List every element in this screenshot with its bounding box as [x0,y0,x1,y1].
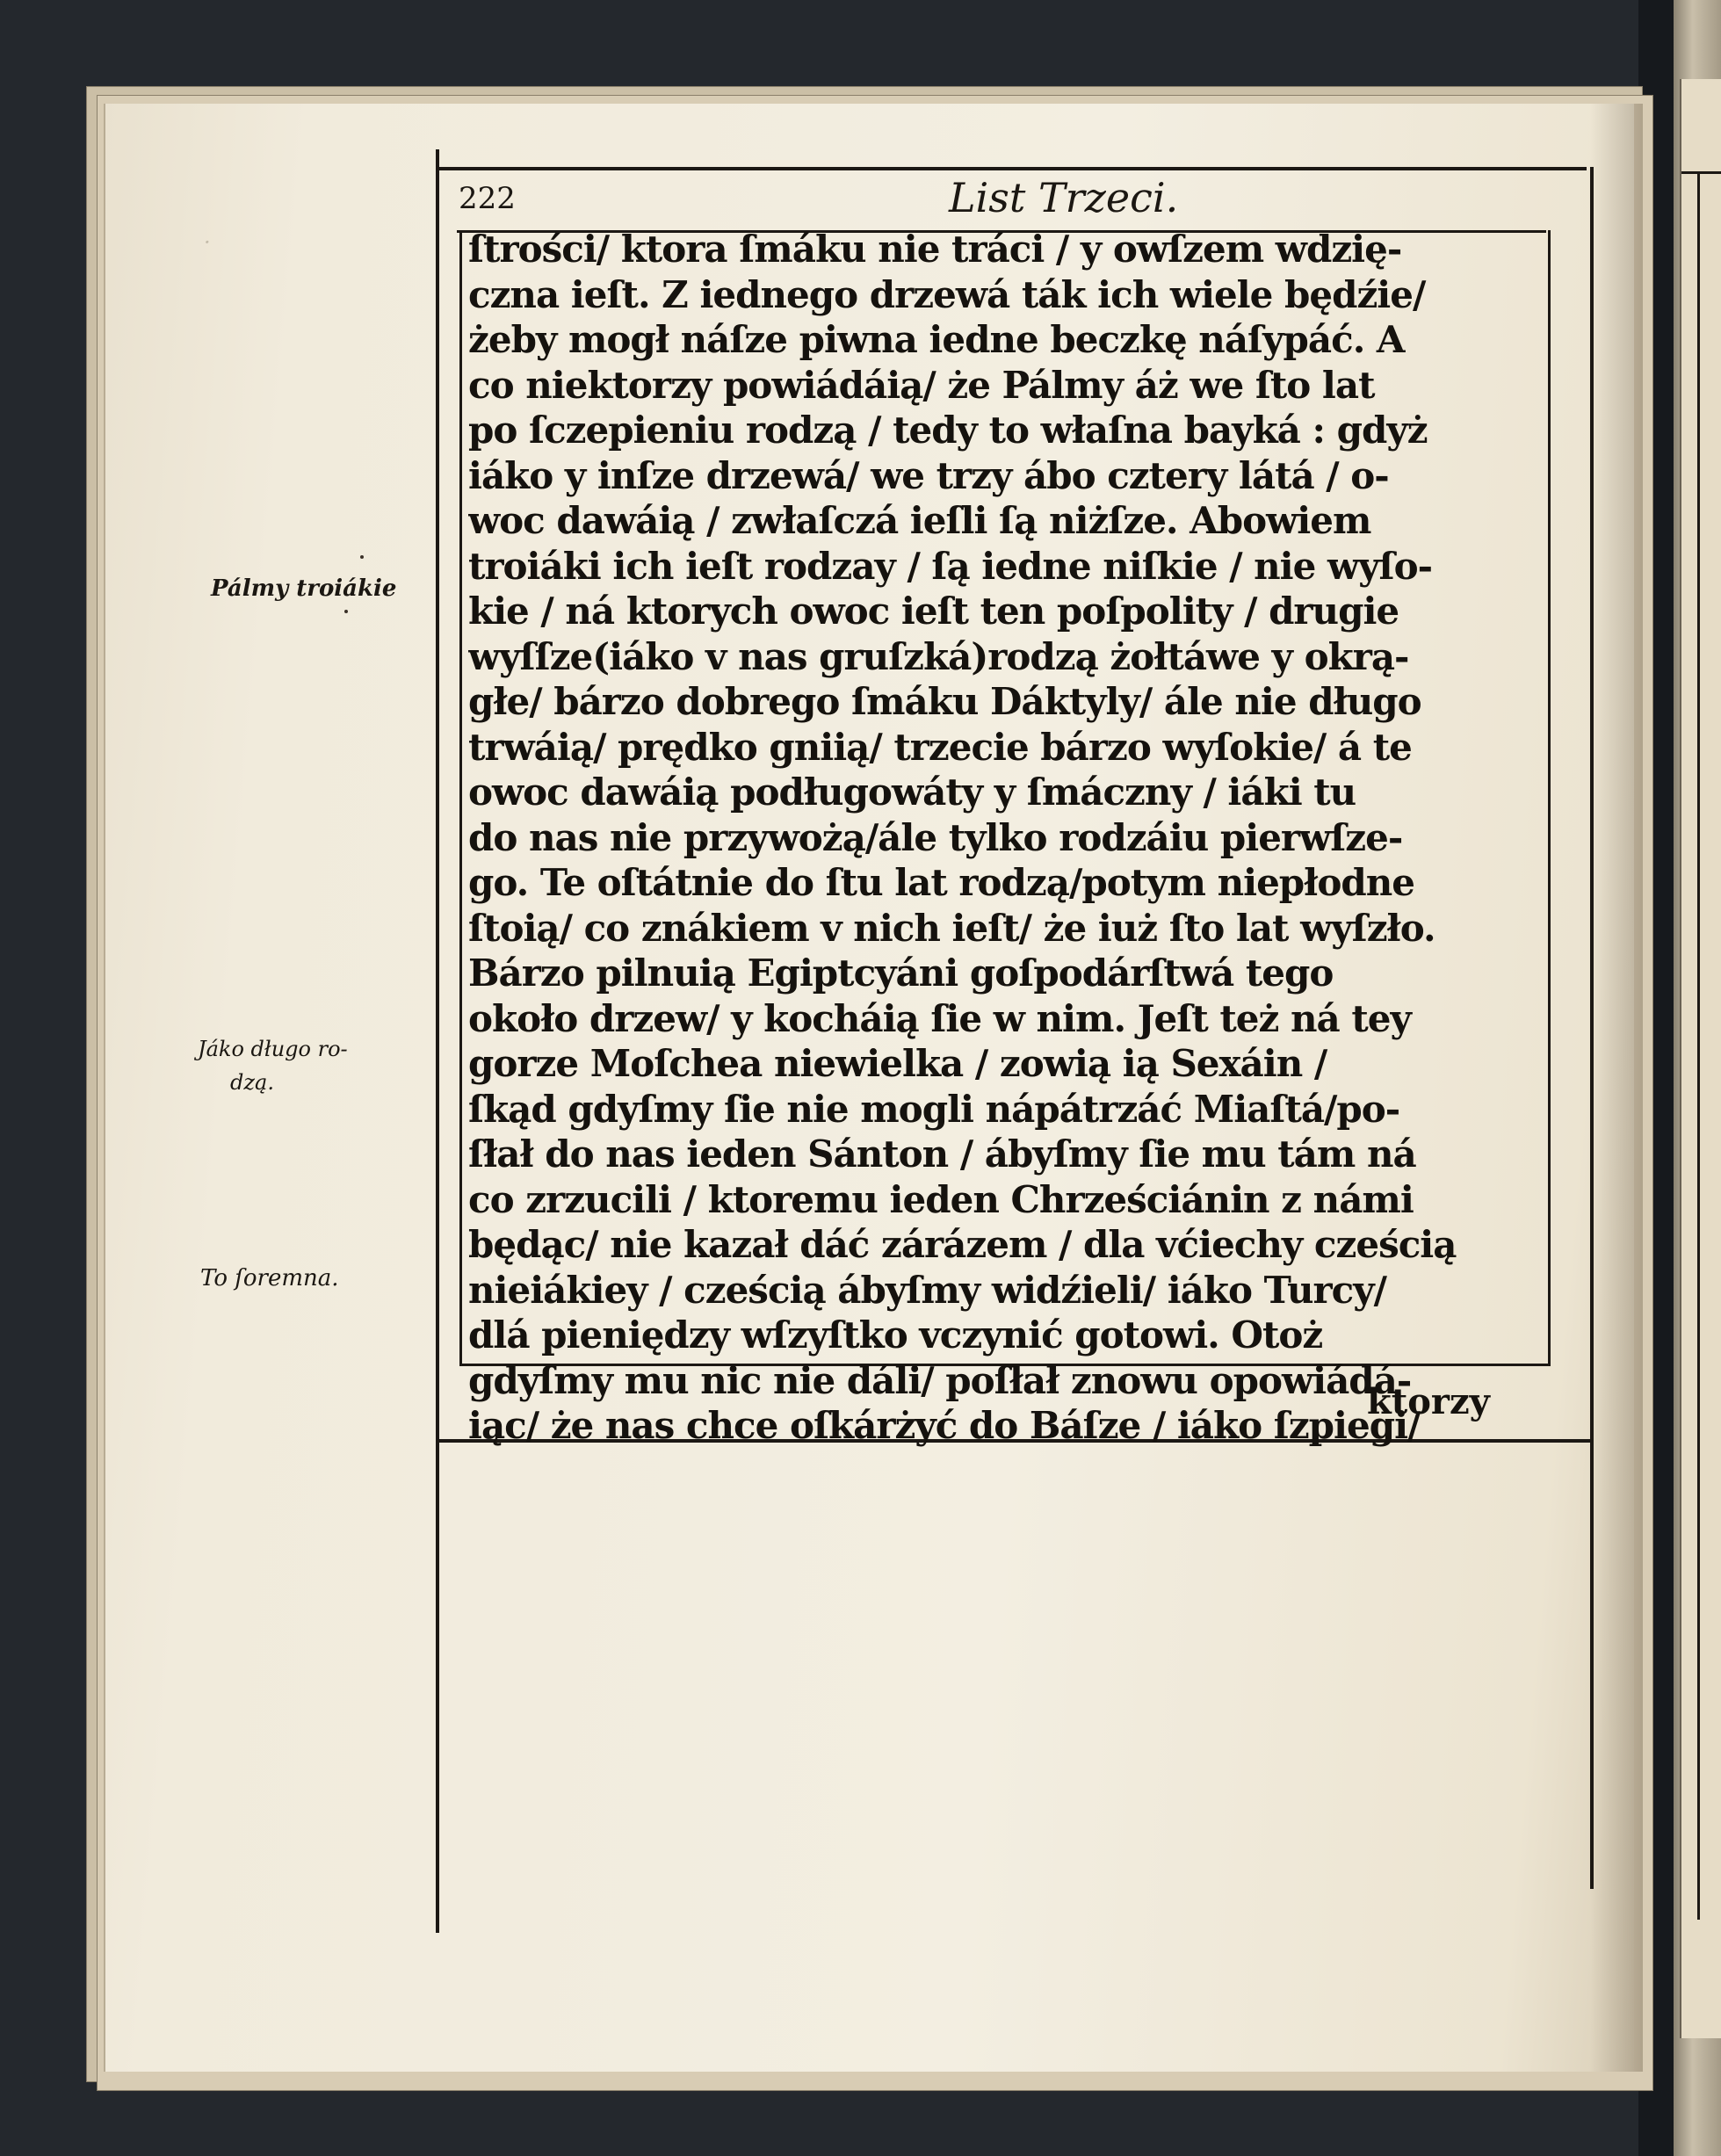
text-line: go. Te oſtátnie do ſtu lat rodzą/potym niepłodne [468,861,1414,904]
text-line: woc dawáią / zwłaſczá ieſli ſą niżſze. Abowiem [468,499,1371,542]
text-line: głe/ bárzo dobrego ſmáku Dáktyly/ ále nie długo [468,680,1421,723]
text-line: Bárzo pilnuią Egiptcyáni goſpodárſtwá tego [468,951,1334,995]
text-line: dlá pieniędzy wſzyſtko vczynić gotowi. Otoż [468,1313,1323,1357]
text-line: ſkąd gdyſmy ſie nie mogli nápátrzáć Miaſtá/po- [468,1087,1400,1131]
text-line: gdyſmy mu nic nie dáli/ poſłał znowu opowiádá- [468,1358,1412,1402]
show-through-mark: · [204,230,211,255]
text-line: co niektorzy powiádáią/ że Pálmy áż we ſto lat [468,363,1375,407]
text-line: gorze Moſchea niewielka / zowią ią Sexáin / [468,1042,1327,1085]
text-line: kie / ná ktorych owoc ieſt ten poſpolity / drugie [468,590,1399,633]
text-line: trwáią/ prędko gniią/ trzecie bárzo wyſokie/ á te [468,725,1412,769]
marginal-note-palms: Pálmy troiákie [211,575,397,602]
text-line: do nas nie przywożą/ále tylko rodzáiu pierwſze- [468,815,1403,859]
text-line: będąc/ nie kazał dáć zárázem / dla vćiechy cześcią [468,1223,1457,1266]
running-head: List Trzeci. [949,174,1179,221]
page-number: 222 [459,181,516,216]
text-line: co zrzucili / ktoremu ieden Chrześciánin z námi [468,1177,1414,1221]
catchword: ktorzy [1367,1381,1490,1422]
text-line: około drzew/ y kocháią ſie w nim. Jeſt też ná tey [468,996,1411,1040]
text-line: wyſſze(iáko v nas gruſzká)rodzą żołtáwe y okrą- [468,634,1409,678]
text-line: ſtoią/ co znákiem v nich ieſt/ że iuż ſto lat wyſzło. [468,906,1435,950]
marginal-note-soremna: To ſoremna. [200,1265,339,1291]
marginal-note-how-long-cont: dzą. [230,1070,274,1095]
marginal-note-how-long: Jáko długo ro- [198,1037,348,1061]
text-line: żeby mogł náſze piwna iedne beczkę náſypáć. A [468,318,1405,361]
text-line: po ſczepieniu rodzą / tedy to właſna bayká : gdyż [468,409,1428,452]
text-line: troiáki ich ieſt rodzay / ſą iedne niſkie / nie wyſo- [468,544,1433,588]
text-line: ſtrości/ ktora ſmáku nie tráci / y owſzem wdzię- [468,228,1402,271]
text-line: ſłał do nas ieden Sánton / ábyſmy ſie mu tám ná [468,1132,1416,1176]
text-line: iáko y inſze drzewá/ we trzy ábo cztery látá / o- [468,453,1389,497]
text-line: czna ieſt. Z iednego drzewá ták ich wiele będźie/ [468,272,1426,316]
text-line: owoc dawáią podługowáty y ſmáczny / iáki tu [468,771,1356,814]
text-line: iąc/ że nas chce oſkárżyć do Báſze / iáko ſzpiegi/ [468,1404,1421,1447]
text-line: nieiákiey / cześcią ábyſmy widźieli/ iáko Turcy/ [468,1268,1386,1312]
